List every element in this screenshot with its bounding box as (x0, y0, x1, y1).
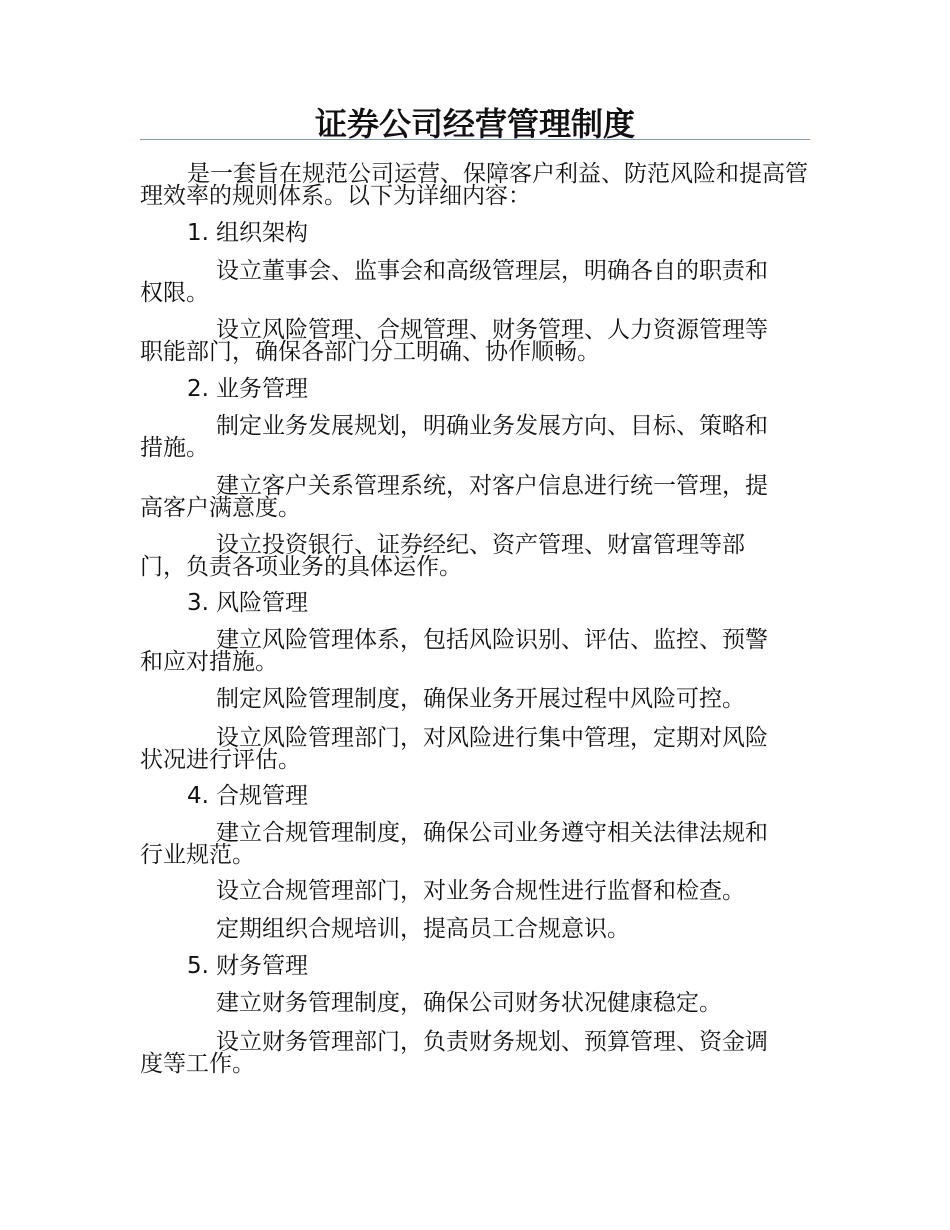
section-number: 1. (187, 220, 209, 246)
section-heading-4 (187, 785, 787, 807)
section-1-item-2: 设立风险管理、合规管理、财务管理、人力资源管理等职能部门，确保各部门分工明确、协作顺畅。 (140, 317, 768, 365)
section-number: 2. (187, 376, 209, 402)
section-4-item-1: 建立合规管理制度，确保公司业务遵守相关法律法规和行业规范。 (140, 820, 768, 868)
section-5-item-2: 设立财务管理部门，负责财务规划、预算管理、资金调度等工作。 (140, 1029, 768, 1077)
intro-paragraph: 是一套旨在规范公司运营、保障客户利益、防范风险和提高管理效率的规则体系。以下为详细内容： (140, 161, 808, 209)
document-title: 证券公司经营管理制度 (314, 105, 635, 143)
section-heading-2 (187, 378, 787, 400)
section-2-item-2: 建立客户关系管理系统，对客户信息进行统一管理，提高客户满意度。 (140, 473, 768, 521)
section-title: 风险管理 (215, 590, 308, 616)
section-title: 合规管理 (215, 783, 308, 809)
section-1-item-1: 设立董事会、监事会和高级管理层，明确各自的职责和权限。 (140, 258, 768, 306)
section-3-item-2: 制定风险管理制度，确保业务开展过程中风险可控。 (216, 686, 745, 712)
title-underline (140, 139, 810, 140)
section-heading-3 (187, 592, 787, 614)
section-title: 业务管理 (215, 376, 308, 402)
section-5-item-1: 建立财务管理制度，确保公司财务状况健康稳定。 (216, 990, 722, 1016)
section-2-item-1: 制定业务发展规划，明确业务发展方向、目标、策略和措施。 (140, 413, 768, 461)
section-heading-1 (187, 222, 787, 244)
section-number: 5. (187, 953, 209, 979)
section-4-item-3: 定期组织合规培训，提高员工合规意识。 (216, 916, 630, 942)
section-heading-5 (187, 955, 787, 977)
section-title: 财务管理 (215, 953, 308, 979)
section-4-item-2: 设立合规管理部门，对业务合规性进行监督和检查。 (216, 878, 745, 904)
section-2-item-3: 设立投资银行、证券经纪、资产管理、财富管理等部门，负责各项业务的具体运作。 (140, 532, 745, 580)
section-title: 组织架构 (215, 220, 308, 246)
section-number: 3. (187, 590, 209, 616)
section-3-item-3: 设立风险管理部门，对风险进行集中管理，定期对风险状况进行评估。 (140, 725, 768, 773)
section-number: 4. (187, 783, 209, 809)
section-3-item-1: 建立风险管理体系，包括风险识别、评估、监控、预警和应对措施。 (140, 627, 768, 675)
